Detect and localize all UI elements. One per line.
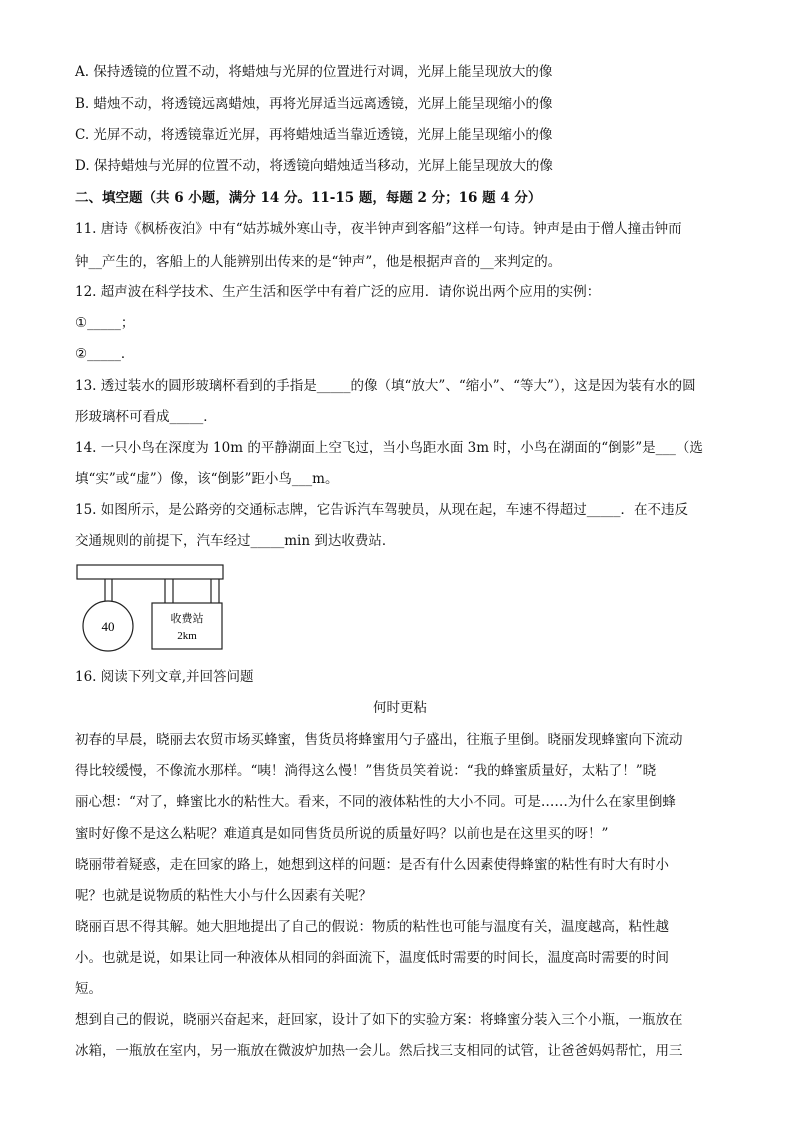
section-title: 二、填空题（共 6 小题，满分 14 分。11-15 题，每题 2 分；16 题 4 分）: [75, 190, 542, 206]
q15-line-1: 15. 如图所示，是公路旁的交通标志牌，它告诉汽车驾驶员，从现在起，车速不得超过_____．在不违反: [75, 502, 689, 518]
article-line: 丽心想：“对了，蜂蜜比水的粘性大。看来，不同的液体粘性的大小不同。可是……为什么在家里倒蜂: [75, 794, 676, 810]
article-line: 小。也就是说，如果让同一种液体从相同的斜面流下，温度低时需要的时间长，温度高时需要的时间: [75, 950, 669, 966]
option-b: B. 蜡烛不动，将透镜远离蜡烛，再将光屏适当远离透镜，光屏上能呈现缩小的像: [75, 96, 553, 112]
article-line: 得比较缓慢，不像流水那样。“咦！淌得这么慢！”售货员笑着说：“我的蜂蜜质量好，太粘了！”晓: [75, 763, 657, 779]
q12-line-1: 12. 超声波在科学技术、生产生活和医学中有着广泛的应用．请你说出两个应用的实例：: [75, 284, 601, 300]
q15-line-2: 交通规则的前提下，汽车经过_____min 到达收费站．: [75, 533, 396, 549]
q14-line-2: 填“实”或“虚”）像，该“倒影”距小鸟___m。: [75, 471, 339, 487]
option-c: C. 光屏不动，将透镜靠近光屏，再将蜡烛适当靠近透镜，光屏上能呈现缩小的像: [75, 127, 553, 143]
q13-line-2: 形玻璃杯可看成_____．: [75, 409, 217, 425]
article-line: 呢？也就是说物质的粘性大小与什么因素有关呢？: [75, 888, 372, 904]
toll-station-name: 收费站: [170, 612, 204, 625]
article-line: 晓丽百思不得其解。她大胆地提出了自己的假说：物质的粘性也可能与温度有关，温度越高，粘性越: [75, 919, 669, 935]
article-line: 蜜时好像不是这么粘呢？难道真是如同售货员所说的质量好吗？以前也是在这里买的呀！”: [75, 826, 609, 842]
q13-line-1: 13. 透过装水的圆形玻璃杯看到的手指是_____的像（填“放大”、“缩小”、“等大”），这是因为装有水的圆: [75, 378, 696, 394]
article-title: 何时更粘: [373, 700, 427, 716]
sign-board: [77, 565, 223, 579]
speed-limit-value: 40: [101, 619, 115, 634]
article-line: 冰箱，一瓶放在室内，另一瓶放在微波炉加热一会儿。然后找三支相同的试管，让爸爸妈妈帮忙，用三: [75, 1043, 683, 1059]
option-d: D. 保持蜡烛与光屏的位置不动，将透镜向蜡烛适当移动，光屏上能呈现放大的像: [75, 158, 553, 174]
q16-intro: 16. 阅读下列文章,并回答问题: [75, 669, 254, 685]
article-line: 短。: [75, 981, 102, 997]
traffic-sign-figure: [75, 563, 235, 655]
article-line: 初春的早晨，晓丽去农贸市场买蜂蜜，售货员将蜂蜜用勺子盛出，往瓶子里倒。晓丽发现蜂蜜向下流动: [75, 732, 683, 748]
q11-line-2: 钟__产生的，客船上的人能辨别出传来的是“钟声”，他是根据声音的__来判定的。: [75, 254, 562, 270]
q11-line-1: 11. 唐诗《枫桥夜泊》中有“姑苏城外寒山寺，夜半钟声到客船”这样一句诗。钟声是由于僧人撞击钟而: [75, 221, 682, 237]
toll-station-distance: 2km: [177, 630, 197, 642]
q12-answer-1: ①_____；: [75, 315, 135, 331]
q14-line-1: 14. 一只小鸟在深度为 10m 的平静湖面上空飞过，当小鸟距水面 3m 时，小鸟在湖面的“倒影”是___（选: [75, 440, 703, 456]
q12-answer-2: ②_____．: [75, 346, 135, 362]
option-a: A. 保持透镜的位置不动，将蜡烛与光屏的位置进行对调，光屏上能呈现放大的像: [75, 64, 553, 80]
article-line: 晓丽带着疑惑，走在回家的路上，她想到这样的问题：是否有什么因素使得蜂蜜的粘性有时大有时小: [75, 857, 669, 873]
article-line: 想到自己的假说，晓丽兴奋起来，赶回家，设计了如下的实验方案：将蜂蜜分装入三个小瓶，一瓶放在: [75, 1012, 683, 1028]
toll-station-sign: [152, 603, 222, 649]
